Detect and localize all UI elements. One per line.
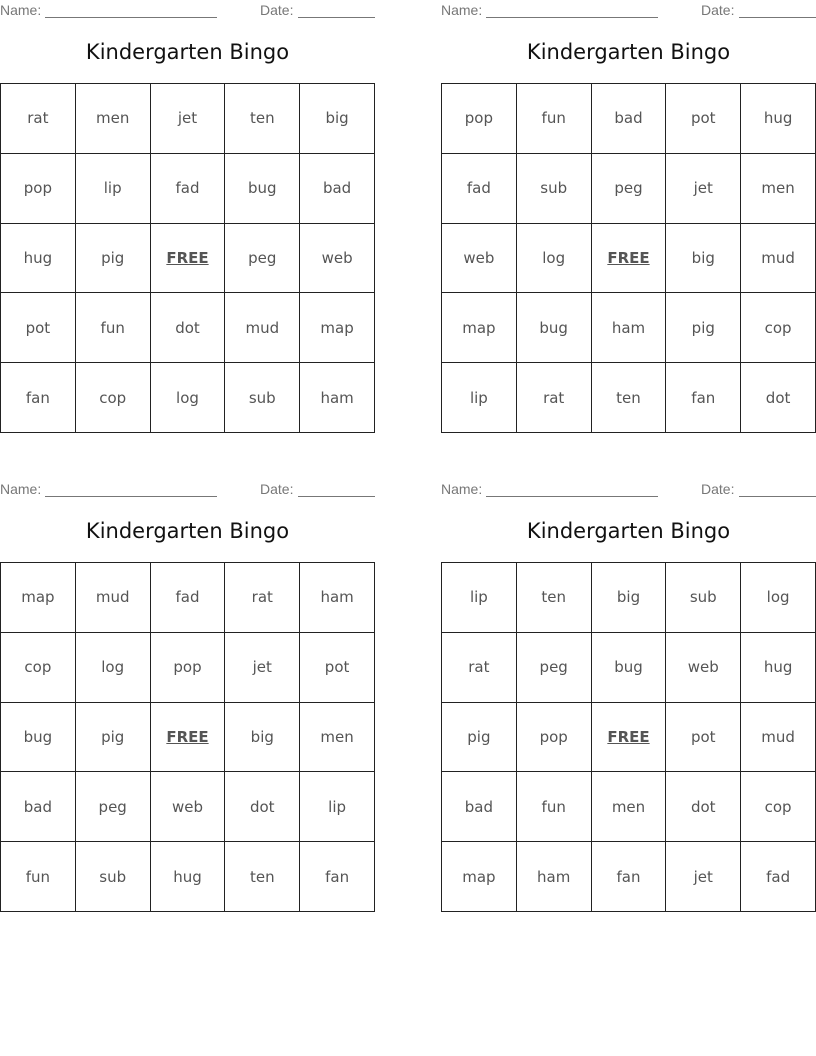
bingo-card-4 (441, 479, 816, 913)
bingo-cell: pop (151, 633, 226, 703)
bingo-cell: big (300, 84, 375, 154)
bingo-cell: bug (517, 293, 592, 363)
bingo-cell: fan (1, 363, 76, 433)
bingo-cell: jet (151, 84, 226, 154)
bingo-cell: pop (517, 703, 592, 773)
bingo-cell: ten (225, 842, 300, 912)
bingo-cell: peg (592, 154, 667, 224)
bingo-cell: fan (666, 363, 741, 433)
name-blank-line (486, 496, 658, 497)
name-blank-line (45, 496, 217, 497)
bingo-cell: rat (1, 84, 76, 154)
bingo-grid (441, 83, 816, 433)
date-label: Date: (260, 2, 294, 18)
bingo-cell: bug (1, 703, 76, 773)
bingo-cell: bad (300, 154, 375, 224)
bingo-cell: lip (300, 772, 375, 842)
bingo-cell: hug (741, 84, 816, 154)
bingo-cell: pig (76, 224, 151, 294)
bingo-cell: pig (666, 293, 741, 363)
bingo-cell: ten (225, 84, 300, 154)
name-date-header (0, 481, 375, 499)
bingo-cell: map (442, 842, 517, 912)
name-label: Name: (441, 2, 483, 18)
bingo-cell: big (666, 224, 741, 294)
bingo-cell: log (741, 563, 816, 633)
bingo-card-2 (441, 0, 816, 434)
date-label: Date: (260, 481, 294, 497)
bingo-cell: ten (517, 563, 592, 633)
date-label: Date: (701, 481, 735, 497)
bingo-cell: cop (741, 772, 816, 842)
date-blank-line (739, 17, 816, 18)
date-blank-line (298, 496, 375, 497)
bingo-cell: pot (300, 633, 375, 703)
card-title: Kindergarten Bingo (85, 519, 290, 543)
bingo-cell: pot (1, 293, 76, 363)
bingo-cell: bug (592, 633, 667, 703)
bingo-cell: log (151, 363, 226, 433)
name-label: Name: (441, 481, 483, 497)
bingo-cell: ham (300, 363, 375, 433)
bingo-cell: jet (666, 154, 741, 224)
bingo-cell: hug (1, 224, 76, 294)
date-blank-line (298, 17, 375, 18)
bingo-cell: ten (592, 363, 667, 433)
bingo-cell: sub (76, 842, 151, 912)
bingo-cell: pop (1, 154, 76, 224)
free-space-cell: FREE (592, 224, 667, 294)
bingo-cell: fad (151, 563, 226, 633)
bingo-card-3 (0, 479, 375, 913)
bingo-cell: map (442, 293, 517, 363)
date-label: Date: (701, 2, 735, 18)
bingo-cell: web (151, 772, 226, 842)
bingo-cell: fan (592, 842, 667, 912)
bingo-cell: fun (76, 293, 151, 363)
bingo-cell: rat (442, 633, 517, 703)
bingo-cell: dot (741, 363, 816, 433)
bingo-cell: fun (517, 84, 592, 154)
bingo-cell: pig (442, 703, 517, 773)
bingo-cell: peg (517, 633, 592, 703)
card-title: Kindergarten Bingo (85, 40, 290, 64)
bingo-cell: men (592, 772, 667, 842)
bingo-cell: fad (741, 842, 816, 912)
name-label: Name: (0, 481, 42, 497)
bingo-cell: mud (741, 224, 816, 294)
bingo-cell: fad (442, 154, 517, 224)
bingo-cell: hug (151, 842, 226, 912)
bingo-cell: big (592, 563, 667, 633)
bingo-cell: hug (741, 633, 816, 703)
bingo-cell: ham (300, 563, 375, 633)
bingo-cell: dot (151, 293, 226, 363)
bingo-grid (0, 83, 375, 433)
bingo-cell: map (1, 563, 76, 633)
bingo-card-1 (0, 0, 375, 434)
bingo-cell: fad (151, 154, 226, 224)
bingo-cell: cop (76, 363, 151, 433)
date-blank-line (739, 496, 816, 497)
free-space-cell: FREE (151, 224, 226, 294)
free-space-cell: FREE (151, 703, 226, 773)
bingo-cell: log (517, 224, 592, 294)
bingo-cell: pop (442, 84, 517, 154)
bingo-cell: men (741, 154, 816, 224)
bingo-cell: mud (76, 563, 151, 633)
bingo-cell: bad (1, 772, 76, 842)
bingo-cell: web (666, 633, 741, 703)
bingo-cell: rat (517, 363, 592, 433)
bingo-cell: big (225, 703, 300, 773)
bingo-cell: lip (442, 363, 517, 433)
bingo-cell: dot (666, 772, 741, 842)
bingo-cell: fun (517, 772, 592, 842)
name-blank-line (45, 17, 217, 18)
bingo-cell: pig (76, 703, 151, 773)
bingo-grid (0, 562, 375, 912)
bingo-cell: peg (225, 224, 300, 294)
name-date-header (0, 2, 375, 20)
bingo-cell: fan (300, 842, 375, 912)
bingo-cell: jet (666, 842, 741, 912)
bingo-cell: lip (442, 563, 517, 633)
bingo-cell: men (76, 84, 151, 154)
name-date-header (441, 2, 816, 20)
bingo-grid (441, 562, 816, 912)
bingo-cell: cop (1, 633, 76, 703)
bingo-cell: log (76, 633, 151, 703)
bingo-cell: pot (666, 703, 741, 773)
free-space-cell: FREE (592, 703, 667, 773)
bingo-cell: ham (592, 293, 667, 363)
bingo-cell: bad (442, 772, 517, 842)
bingo-cell: sub (225, 363, 300, 433)
name-label: Name: (0, 2, 42, 18)
bingo-cell: bug (225, 154, 300, 224)
bingo-cell: lip (76, 154, 151, 224)
bingo-cell: pot (666, 84, 741, 154)
bingo-cell: map (300, 293, 375, 363)
bingo-cell: mud (741, 703, 816, 773)
card-title: Kindergarten Bingo (526, 519, 731, 543)
card-title: Kindergarten Bingo (526, 40, 731, 64)
name-blank-line (486, 17, 658, 18)
bingo-cell: bad (592, 84, 667, 154)
bingo-cell: fun (1, 842, 76, 912)
bingo-cell: men (300, 703, 375, 773)
bingo-cell: sub (517, 154, 592, 224)
bingo-cell: web (442, 224, 517, 294)
bingo-cell: jet (225, 633, 300, 703)
bingo-cell: cop (741, 293, 816, 363)
bingo-cell: web (300, 224, 375, 294)
bingo-cell: ham (517, 842, 592, 912)
bingo-cell: rat (225, 563, 300, 633)
name-date-header (441, 481, 816, 499)
bingo-cell: mud (225, 293, 300, 363)
bingo-cell: sub (666, 563, 741, 633)
bingo-cell: peg (76, 772, 151, 842)
bingo-cell: dot (225, 772, 300, 842)
